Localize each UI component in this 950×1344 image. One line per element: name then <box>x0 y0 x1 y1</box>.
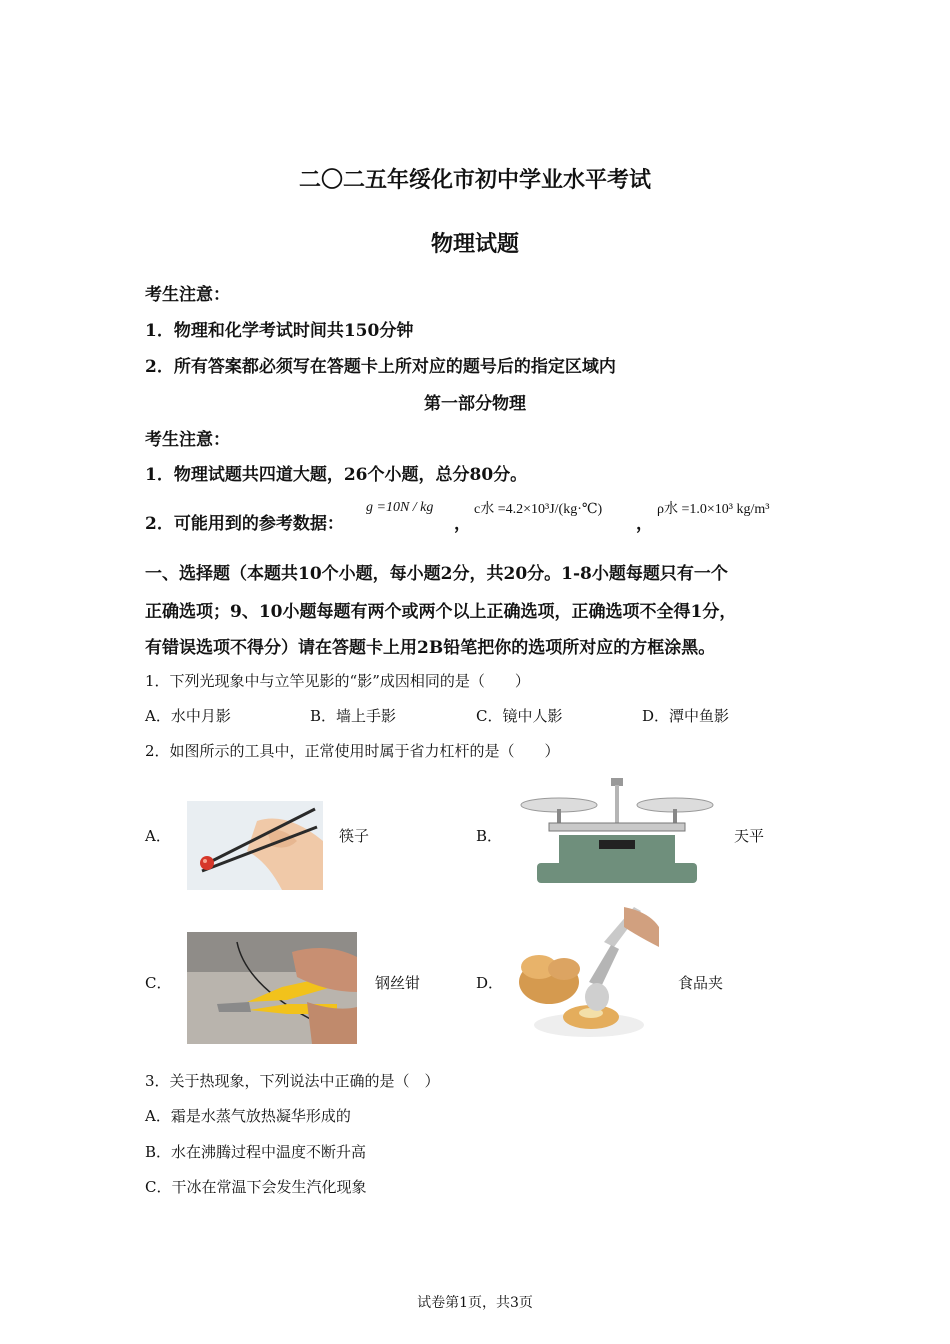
page-footer: 试卷第1页，共3页 <box>417 1295 533 1311</box>
q2-stem: 2．如图所示的工具中，正常使用时属于省力杠杆的是（ ） <box>145 742 560 760</box>
q1-option-c: C．镜中人影 <box>476 707 563 725</box>
section1-line-2: 正确选项；9、10小题每题有两个或两个以上正确选项，正确选项不全得1分， <box>145 602 737 622</box>
q1-option-b: B．墙上手影 <box>310 707 397 725</box>
q1-stem: 1．下列光现象中与立竿见影的“影”成因相同的是（ ） <box>145 672 530 690</box>
q3-stem: 3．关于热现象，下列说法中正确的是（ ） <box>145 1072 440 1090</box>
q3-option-b: B．水在沸腾过程中温度不断升高 <box>145 1143 367 1161</box>
q1-option-d: D．潭中鱼影 <box>642 707 730 725</box>
food-tongs-photo <box>519 907 659 1044</box>
formula-rho-water: ρ水 =1.0×10³ kg/m³ <box>657 502 770 517</box>
q2-option-d-letter: D． <box>476 974 504 992</box>
q2-option-c-letter: C． <box>145 974 172 992</box>
notice2-item-1: 1．物理试题共四道大题，26个小题，总分80分。 <box>145 465 528 485</box>
formula-c-water: c水 =4.2×10³J/(kg·℃) <box>474 502 603 517</box>
q2-option-b-letter: B． <box>476 827 503 845</box>
page-subtitle: 物理试题 <box>430 231 519 257</box>
notice2-heading: 考生注意： <box>145 430 230 450</box>
chopsticks-photo <box>187 801 323 890</box>
formula-g: g =10N / kg <box>366 500 434 515</box>
balance-scale-photo <box>519 775 715 887</box>
section1-line-1: 一、选择题（本题共10个小题，每小题2分，共20分。1-8小题每题只有一个 <box>145 564 728 584</box>
pliers-photo <box>187 932 357 1044</box>
q1-option-a: A．水中月影 <box>145 707 231 725</box>
section1-line-3: 有错误选项不得分）请在答题卡上用2B铅笔把你的选项所对应的方框涂黑。 <box>145 638 716 658</box>
q2-option-c-label: 钢丝钳 <box>375 974 421 992</box>
q2-option-a-letter: A． <box>145 827 171 845</box>
q2-option-b-label: 天平 <box>734 827 765 845</box>
q3-option-a: A．霜是水蒸气放热凝华形成的 <box>145 1107 351 1125</box>
q2-option-a-label: 筷子 <box>339 827 370 845</box>
notice1-item-2: 2．所有答案都必须写在答题卡上所对应的题号后的指定区域内 <box>145 357 616 377</box>
page-title: 二〇二五年绥化市初中学业水平考试 <box>298 167 651 193</box>
formula-sep-1: ， <box>454 514 471 534</box>
formula-sep-2: ， <box>636 514 653 534</box>
q2-option-d-label: 食品夹 <box>678 974 724 992</box>
notice2-item-2: 2．可能用到的参考数据： <box>145 514 344 534</box>
notice1-heading: 考生注意： <box>145 285 230 305</box>
q3-option-c: C．干冰在常温下会发生汽化现象 <box>145 1178 367 1196</box>
part-title: 第一部分物理 <box>424 394 526 414</box>
notice1-item-1: 1．物理和化学考试时间共150分钟 <box>145 321 414 341</box>
